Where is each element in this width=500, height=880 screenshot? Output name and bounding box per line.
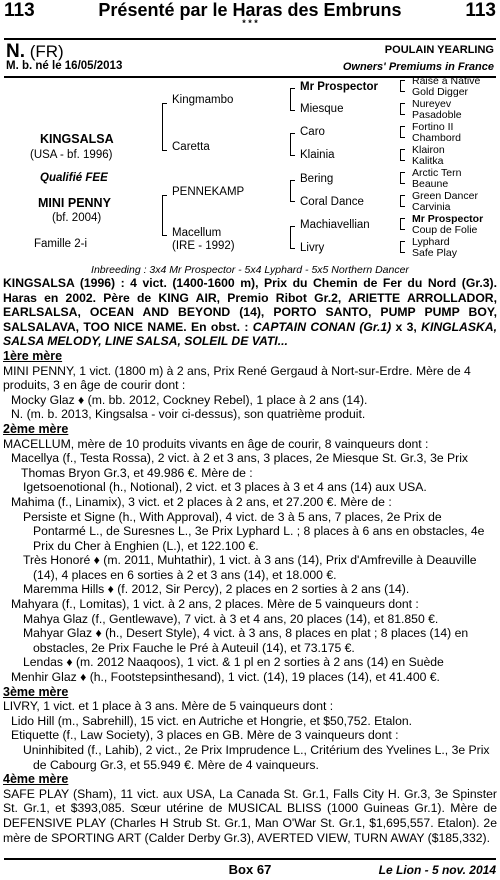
g2-sire-sire: Kingmambo: [172, 94, 234, 106]
s1-line: Mocky Glaz ♦ (m. bb. 2012, Cockney Rebel), 1 place à 2 ans (14).: [11, 392, 368, 407]
g3-4: Klainia: [300, 149, 335, 161]
horse-name-box: [4, 38, 496, 78]
g2-dam-dam: Macellum: [172, 227, 222, 239]
box-number: Box 67: [228, 862, 272, 877]
g4-3: Nureyev: [412, 98, 452, 110]
sire-para-text: KINGSALSA (1996) : 4 vict. (1400-1600 m), Prix du Chemin de Fer du Nord (Gr.3). Haras en 2002. Père de KING AIR, Premio Ribot Gr.2, ARIETTE ARROLLADOR, EARLSALSA, OCEAN AND BEYOND (14), PORTO SANTO, PUMP PUMP BOY, SALSALAVA, TOO NICE NAME. En obst. :: [3, 276, 497, 334]
s3-line: LIVRY, 1 vict. et 1 place à 3 ans. Mère de 5 vainqueurs dont :: [3, 699, 334, 714]
bracket: [400, 103, 405, 115]
bracket: [400, 149, 405, 161]
g4-4: Pasadoble: [412, 109, 462, 121]
section-second-dam: 2ème mère: [3, 421, 69, 436]
pedigree-table: [0, 76, 500, 272]
sire-info: (USA - bf. 1996): [30, 149, 113, 161]
g2-dam-dam-info: (IRE - 1992): [172, 240, 235, 252]
horse-description: M. b. né le 16/05/2013: [6, 60, 123, 72]
s2-line: Macellya (f., Testa Rossa), 2 vict. à 2 et 3 ans, 3 places, 2e Miesque St. Gr.3, 3e Prix Thomas Bryon Gr.3, et 49.986 €. Mère de :: [11, 451, 469, 480]
sire-para-italic: CAPTAIN CONAN (Gr.1): [252, 319, 392, 334]
g3-3: Caro: [300, 126, 325, 138]
s2-line: Mahya Glaz (f., Gentlewave), 7 vict. à 3 et 4 ans, 20 places (14), et 81.850 €.: [23, 611, 439, 626]
bracket: [400, 241, 405, 253]
g4-14: Coup de Folie: [412, 224, 478, 236]
s1-line: MINI PENNY, 1 vict. (1800 m) à 2 ans, Prix René Gergaud à Nort-sur-Erdre. Mère de 4 produits, 3 en âge de courir dont :: [3, 363, 471, 393]
sire-name: KINGSALSA: [40, 132, 114, 146]
s3-line: Etiquette (f., Law Society), 3 places en GB. Mère de 3 vainqueurs dont :: [11, 728, 399, 743]
s4-line: SAFE PLAY (Sham), 11 vict. aux USA, La Canada St. Gr.1, Falls City H. Gr.3, 3e Spinster St. Gr.1, et $393,085. Sœur utérine de MUSICAL BLISS (1000 Guineas Gr.1). Mère de DEFENSIVE PLAY (Charles H Strub St. Gr.1, Man O'War St. Gr.1, $1,695,557. Etalon). 2e mère de SPORTING ART (Calder Derby Gr.3), AVERTED VIEW, TURN AWAY ($185,332).: [3, 786, 497, 845]
bracket: [400, 80, 405, 92]
s2-line: Lendas ♦ (m. 2012 Naaqoos), 1 vict. & 1 pl en 2 sorties à 2 ans (14) en Suède: [23, 655, 444, 670]
g4-13: Mr Prospector: [412, 213, 484, 225]
g4-12: Carvinia: [412, 201, 451, 213]
section-third-dam: 3ème mère: [3, 684, 69, 699]
g4-16: Safe Play: [412, 247, 457, 259]
s2-line: MACELLUM, mère de 10 produits vivants en âge de courir, 8 vainqueurs dont :: [3, 436, 429, 451]
bracket: [162, 103, 167, 151]
page-header: [0, 0, 500, 26]
horse-name: N.: [6, 41, 25, 62]
s2-line: Mahyar Glaz ♦ (h., Desert Style), 4 vict. à 3 ans, 8 places en plat ; 8 places (14) en obstacles, 2e Prix Fauche le Pré à Auteuil (14), et 73.175 €.: [23, 626, 469, 655]
section-first-dam: 1ère mère: [3, 348, 63, 363]
g4-5: Fortino II: [412, 121, 454, 133]
s1-line: N. (m. b. 2013, Kingsalsa - voir ci-dessus), son quatrième produit.: [11, 407, 366, 422]
lot-number-left: 113: [4, 0, 35, 21]
section-fourth-dam: 4ème mère: [3, 772, 69, 787]
horse-category: POULAIN YEARLING: [384, 44, 494, 56]
g4-1: Raise a Native: [412, 75, 481, 87]
g4-7: Klairon: [412, 144, 445, 156]
bracket: [290, 88, 295, 111]
sire-para-italic-2: KINGLASKA, SALSA MELODY, LINE SALSA, SOLEIL DE VATI...: [3, 319, 497, 349]
page-footer: [4, 858, 496, 880]
g4-8: Kalitka: [412, 155, 444, 167]
s2-line: Persiste et Signe (h., With Approval), 4 vict. de 3 à 5 ans, 7 places, 2e Prix de Pontarmé L., de Suresnes L., 3e Prix Lyphard L. ; 8 places à 6 ans en obstacles, 4e Prix du Cher à Enghien (L.), et 122.100 €.: [23, 509, 485, 553]
g4-2: Gold Digger: [412, 86, 469, 98]
bracket: [162, 195, 167, 236]
bracket: [400, 195, 405, 207]
s2-line: Menhir Glaz ♦ (h., Footstepsinthesand), 1 vict. (14), 19 places (14), et 41.400 €.: [11, 670, 440, 685]
sire-paragraph: [3, 276, 497, 349]
sire-note: Qualifié FEE: [40, 172, 108, 184]
catalogue-text: [3, 276, 497, 845]
lot-number-right: 113: [465, 0, 496, 21]
bracket: [400, 126, 405, 138]
bracket: [290, 133, 295, 156]
g3-7: Machiavellian: [300, 219, 370, 231]
dam-info: (bf. 2004): [52, 212, 102, 224]
g4-15: Lyphard: [412, 236, 450, 248]
bracket: [290, 226, 295, 249]
sale-place-date: Le Lion - 5 nov. 2014: [378, 863, 496, 877]
dam-family: Famille 2-i: [34, 238, 88, 250]
g3-8: Livry: [300, 242, 325, 254]
g2-sire-dam: Caretta: [172, 141, 210, 153]
bracket: [400, 172, 405, 184]
sire-para-text-2: x 3,: [391, 319, 422, 334]
g2-dam-sire: PENNEKAMP: [172, 186, 245, 198]
s3-line: Lido Hill (m., Sabrehill), 15 vict. en Autriche et Hongrie, et $50,752. Etalon.: [11, 713, 413, 728]
g3-5: Bering: [300, 173, 334, 185]
s2-line: Maremma Hills ♦ (f. 2012, Sir Percy), 2 places en 2 sorties à 2 ans (14).: [23, 582, 410, 597]
g3-6: Coral Dance: [300, 196, 364, 208]
owners-premiums: Owners' Premiums in France: [342, 61, 494, 73]
bracket: [290, 180, 295, 202]
header-stars: * * *: [242, 18, 258, 28]
g4-10: Beaune: [412, 178, 449, 190]
g4-6: Chambord: [412, 132, 462, 144]
bracket: [400, 218, 405, 230]
s2-line: Très Honoré ♦ (m. 2011, Muhtathir), 1 vict. à 3 ans (14), Prix d'Amfreville à Deauville (14), 4 places en 6 sorties à 2 et 3 ans (14), et 18.000 €.: [23, 553, 477, 582]
horse-country: (FR): [29, 42, 64, 61]
dam-name: MINI PENNY: [38, 196, 111, 210]
g4-9: Arctic Tern: [412, 167, 462, 179]
s2-line: Mahima (f., Linamix), 3 vict. et 2 places à 2 ans, et 27.200 €. Mère de :: [11, 494, 392, 509]
g3-2: Miesque: [300, 103, 344, 115]
page-title: Présenté par le Haras des Embruns: [98, 0, 402, 20]
inbreeding-line: Inbreeding : 3x4 Mr Prospector - 5x4 Lyphard - 5x5 Northern Dancer: [91, 264, 409, 276]
s2-line: Igetsoenotional (h., Notional), 2 vict. et 3 places à 3 et 4 ans (14) aux USA.: [23, 480, 427, 495]
g3-1: Mr Prospector: [300, 81, 378, 93]
s3-line: Uninhibited (f., Lahib), 2 vict., 2e Prix Imprudence L., Critérium des Yvelines L., 3e Prix de Cabourg Gr.3, et 55.949 €. Mère de 4 vainqueurs.: [23, 743, 490, 772]
s2-line: Mahyara (f., Lomitas), 1 vict. à 2 ans, 2 places. Mère de 5 vainqueurs dont :: [11, 597, 419, 612]
g4-11: Green Dancer: [412, 190, 478, 202]
